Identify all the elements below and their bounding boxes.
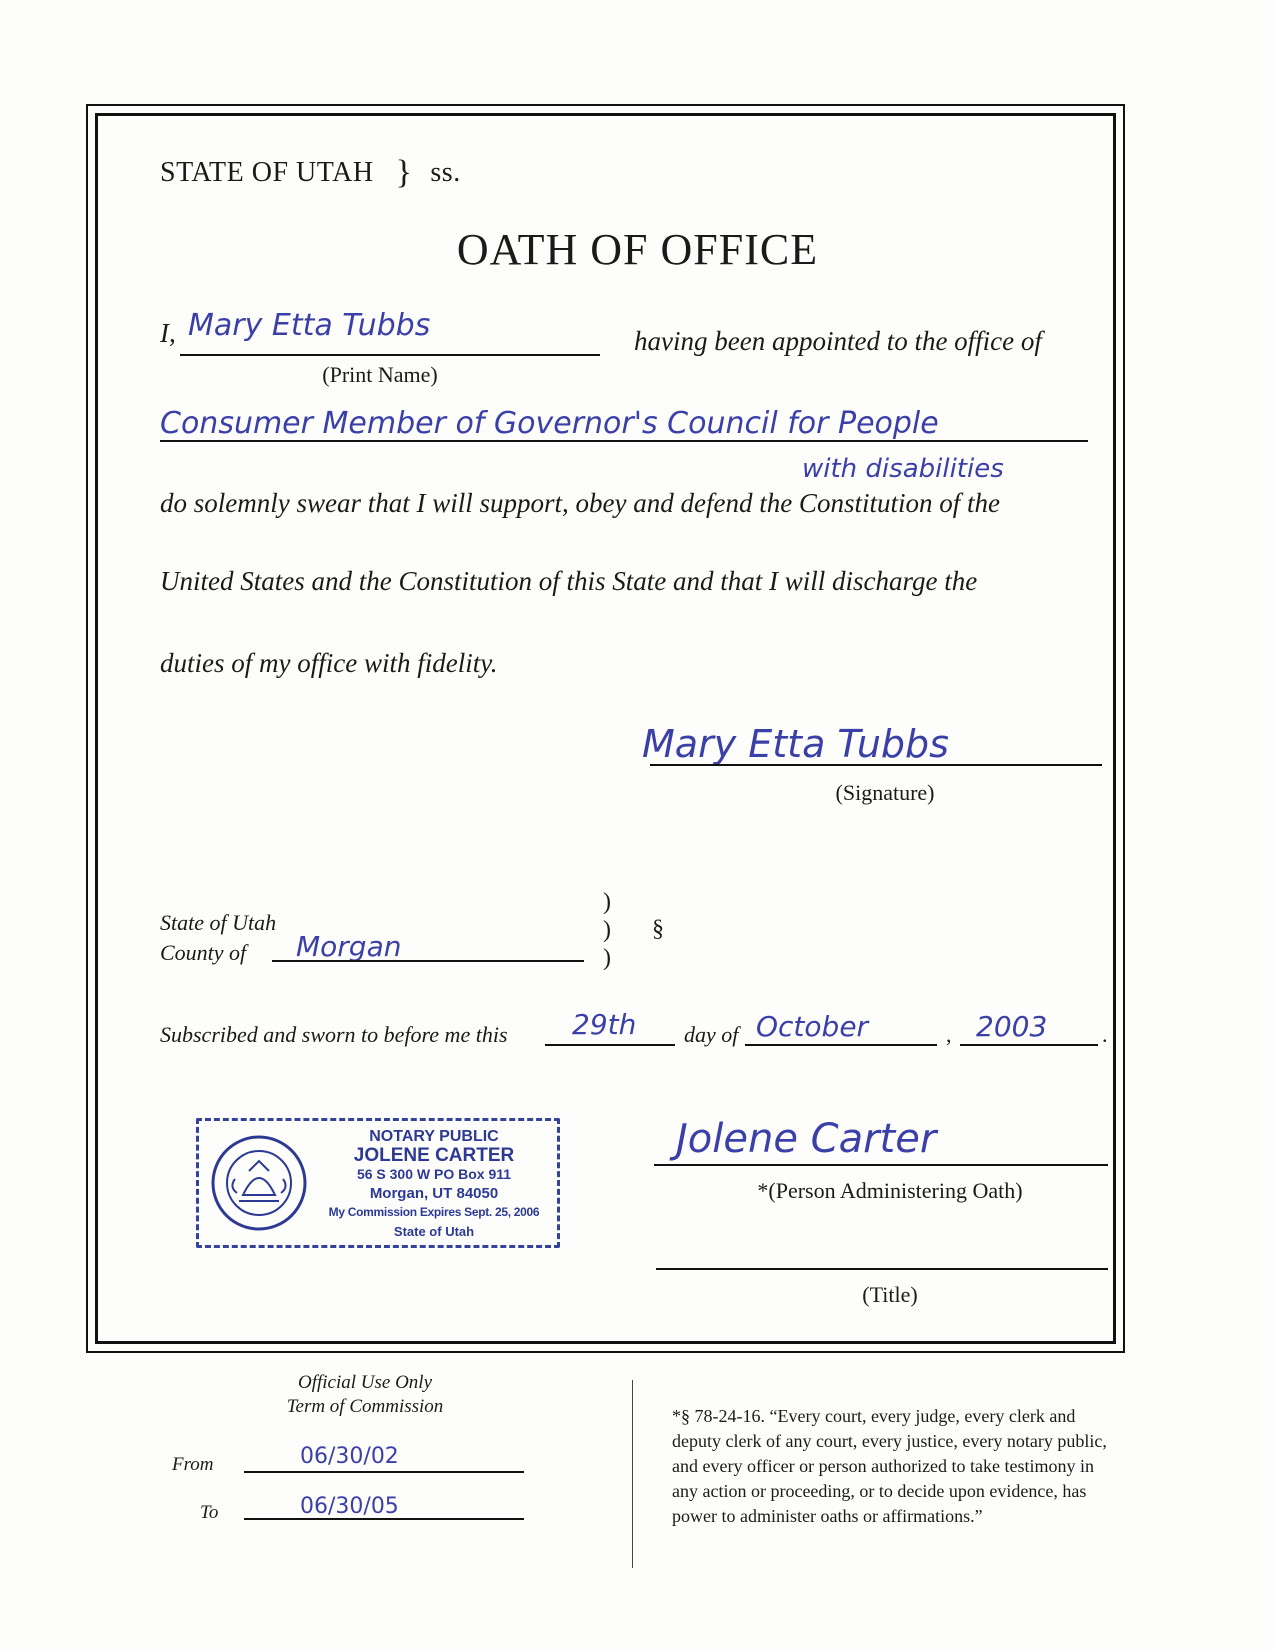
office-line xyxy=(160,440,1088,442)
i-prefix: I, xyxy=(160,318,176,348)
stamp-address: 56 S 300 W PO Box 911 xyxy=(356,1166,512,1182)
stamp-city: Morgan, UT 84050 xyxy=(369,1185,499,1202)
venue-county-label: County of xyxy=(160,940,247,965)
footer-divider xyxy=(632,1380,633,1568)
administrator-signature: Jolene Carter xyxy=(676,1116,937,1162)
oath-line-1: do solemnly swear that I will support, obey and defend the Constitution of the xyxy=(160,488,1000,518)
print-name-value: Mary Etta Tubbs xyxy=(188,308,431,343)
venue-paren-2: ) xyxy=(603,917,611,943)
oath-signature: Mary Etta Tubbs xyxy=(642,722,949,766)
signature-caption: (Signature) xyxy=(835,780,935,805)
venue-state-label: State of Utah xyxy=(160,910,277,935)
statute-line-2: deputy clerk of any court, every justice, every notary public, xyxy=(672,1431,1107,1451)
office-value-continued: with disabilities xyxy=(802,454,1004,484)
from-value: 06/30/02 xyxy=(300,1444,399,1469)
brace: } xyxy=(395,154,413,191)
stamp-state: State of Utah xyxy=(393,1224,475,1239)
to-line xyxy=(244,1518,524,1520)
statute-note xyxy=(672,1404,1192,1529)
state-header-text: STATE OF UTAH xyxy=(160,157,374,188)
utah-seal-icon xyxy=(209,1131,309,1235)
sworn-prefix: Subscribed and sworn to before me this xyxy=(160,1022,508,1047)
oath-line-2: United States and the Constitution of this State and that I will discharge the xyxy=(160,566,978,596)
office-value: Consumer Member of Governor's Council for People xyxy=(160,406,939,441)
stamp-title: NOTARY PUBLIC xyxy=(369,1128,499,1145)
signature-line xyxy=(650,764,1102,766)
sworn-period: . xyxy=(1102,1022,1108,1047)
to-value: 06/30/05 xyxy=(300,1494,399,1519)
print-name-caption: (Print Name) xyxy=(322,362,438,387)
county-value: Morgan xyxy=(296,930,402,963)
administrator-caption: *(Person Administering Oath) xyxy=(757,1178,1023,1203)
official-heading-2: Term of Commission xyxy=(286,1396,444,1417)
state-header xyxy=(160,152,461,190)
stamp-commission: My Commission Expires Sept. 25, 2006 xyxy=(328,1205,540,1219)
appointed-text: having been appointed to the office of xyxy=(634,326,1042,356)
county-line xyxy=(272,960,584,962)
sworn-day-value: 29th xyxy=(572,1008,637,1041)
from-label: From xyxy=(172,1454,214,1475)
section-symbol: § xyxy=(652,916,664,942)
venue-paren-1: ) xyxy=(603,889,611,915)
statute-line-5: power to administer oaths or affirmations.” xyxy=(672,1506,983,1526)
statute-line-1: *§ 78-24-16. “Every court, every judge, every clerk and xyxy=(672,1406,1076,1426)
statute-line-3: and every officer or person authorized to take testimony in xyxy=(672,1456,1095,1476)
statute-line-4: any action or proceeding, or to decide upon evidence, has xyxy=(672,1481,1087,1501)
from-line xyxy=(244,1471,524,1473)
sworn-day-of: day of xyxy=(684,1022,739,1047)
to-label: To xyxy=(200,1502,219,1523)
official-heading-1: Official Use Only xyxy=(297,1372,433,1393)
title-caption: (Title) xyxy=(862,1282,918,1307)
stamp-notary-name: JOLENE CARTER xyxy=(353,1145,515,1166)
sworn-year-line xyxy=(960,1044,1098,1046)
notary-stamp xyxy=(196,1118,560,1248)
administrator-line xyxy=(654,1164,1108,1166)
page-title: OATH OF OFFICE xyxy=(456,225,819,274)
oath-line-3: duties of my office with fidelity. xyxy=(160,648,498,678)
venue-paren-3: ) xyxy=(603,945,611,971)
sworn-day-line xyxy=(545,1044,675,1046)
sworn-month-line xyxy=(745,1044,937,1046)
sworn-year-value: 2003 xyxy=(976,1010,1048,1043)
ss-label: ss. xyxy=(430,157,461,188)
print-name-line xyxy=(180,354,600,356)
sworn-comma: , xyxy=(946,1022,952,1047)
title-line xyxy=(656,1268,1108,1270)
sworn-month-value: October xyxy=(756,1010,869,1043)
